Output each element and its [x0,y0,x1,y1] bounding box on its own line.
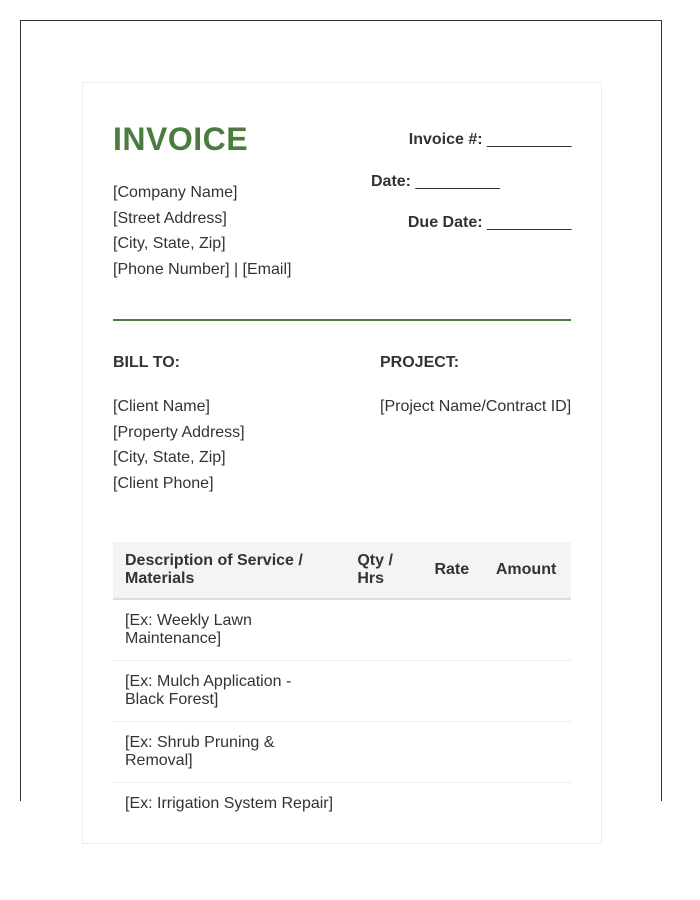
row-rate [422,661,481,722]
table-row [113,783,571,844]
row-amount [481,783,571,844]
invoice-title: INVOICE [113,121,249,157]
row-description: [Ex: Shrub Pruning & Removal] [113,722,345,783]
project-section [380,354,580,420]
invoice-date-field: __________ [415,172,500,190]
bill-to-label: BILL TO: [113,354,180,371]
table-row [113,661,571,722]
client-phone: [Client Phone] [113,474,214,492]
column-header-rate: Rate [422,542,481,599]
bill-to-section [113,354,353,496]
company-name: [Company Name] [113,184,238,201]
row-description: [Ex: Irrigation System Repair] [113,783,345,844]
row-qty [345,722,422,783]
due-date-label: Due Date: [407,214,483,231]
invoice-meta [371,131,571,256]
column-header-amount: Amount [481,542,571,599]
header-divider [113,319,571,321]
row-description: [Ex: Mulch Application - Black Forest] [113,661,345,722]
invoice-date-row [371,173,571,215]
table-header-row [113,542,571,599]
column-header-qty: Qty / Hrs [345,542,422,599]
row-amount [481,599,571,661]
table-row [113,599,571,661]
row-qty [345,661,422,722]
project-name: [Project Name/Contract ID] [380,398,572,415]
row-amount [481,661,571,722]
row-rate [422,783,481,844]
company-phone-email: [Phone Number] | [Email] [113,260,292,278]
project-lines [380,394,580,420]
row-amount [481,722,571,783]
column-header-description: Description of Service / Materials [113,542,345,599]
row-rate [422,599,481,661]
row-qty [345,599,422,661]
company-info [113,180,291,282]
client-property-address: [Property Address] [113,423,245,441]
due-date-field: __________ [487,214,571,231]
invoice-number-field: __________ [487,131,571,148]
company-city-state-zip: [City, State, Zip] [113,235,226,252]
bill-to-lines [113,394,353,496]
line-items-table [113,542,571,844]
row-qty [345,783,422,844]
row-description: [Ex: Weekly Lawn Maintenance] [113,599,345,661]
document-viewport[interactable] [20,20,662,812]
invoice-number-row [371,131,571,173]
invoice-date-label: Date: [371,172,412,190]
project-label: PROJECT: [380,354,460,371]
company-street-address: [Street Address] [113,209,227,227]
due-date-row [371,214,571,256]
client-city-state-zip: [City, State, Zip] [113,449,226,466]
client-name: [Client Name] [113,398,210,415]
row-rate [422,722,481,783]
invoice-number-label: Invoice #: [408,131,483,148]
invoice-page [82,82,602,844]
table-row [113,722,571,783]
